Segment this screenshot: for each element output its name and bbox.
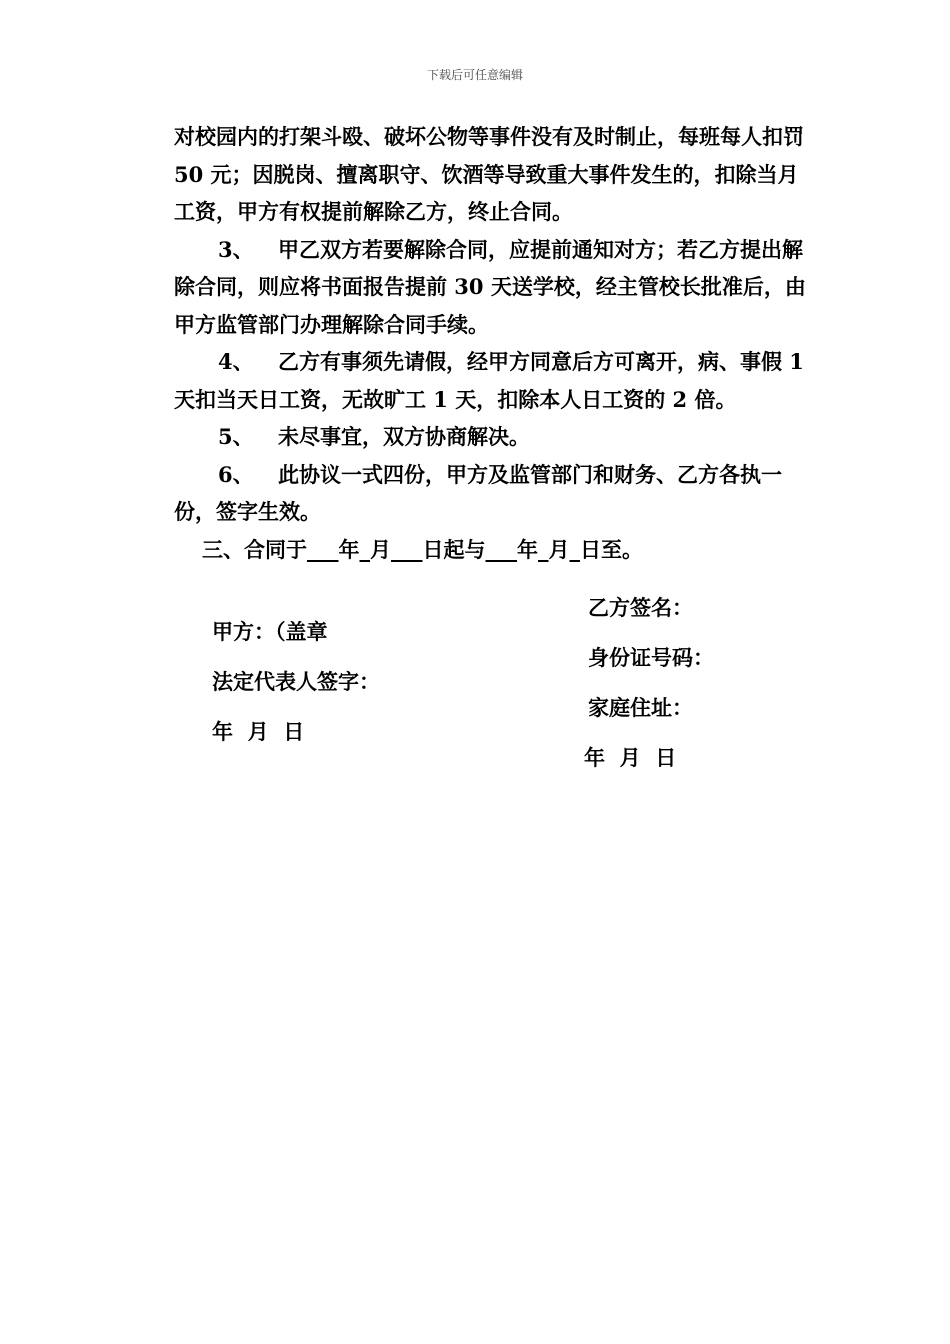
clause-text: 乙方有事须先请假，经甲方同意后方可离开，病、事假 1 天扣当天日工资，无故旷工 1 天，扣除本人日工资的 2 倍。: [174, 349, 804, 412]
clause-number: 6、: [218, 461, 254, 487]
contract-body: [174, 118, 814, 568]
party-b-date: 年 月 日: [584, 745, 677, 770]
party-b-address-label: 家庭住址：: [588, 695, 693, 720]
party-a-signature-block: [212, 612, 380, 762]
clause-text: 未尽事宜，双方协商解决。: [278, 424, 530, 449]
clause-3: [174, 231, 814, 344]
clause-number: 4、: [218, 349, 254, 374]
header-note: 下载后可任意编辑: [426, 68, 523, 82]
clause-4: [174, 343, 814, 418]
party-b-id-label: 身份证号码：: [588, 645, 714, 670]
clause-number: 3、: [218, 236, 254, 262]
party-a-date: 年 月 日: [212, 719, 305, 744]
party-a-seal-label: 甲方：（盖章: [212, 619, 328, 644]
intro-paragraph: 对校园内的打架斗殴、破坏公物等事件没有及时制止，每班每人扣罚 50 元；因脱岗、擅离职守、饮酒等导致重大事件发生的，扣除当月工资，甲方有权提前解除乙方，终止合同。: [174, 124, 804, 224]
party-a-representative-label: 法定代表人签字：: [212, 669, 380, 694]
clause-6: [174, 456, 814, 531]
clause-5: [174, 418, 814, 456]
clause-text: 甲乙双方若要解除合同，应提前通知对方；若乙方提出解除合同，则应将书面报告提前 30 天送学校，经主管校长批准后，由甲方监管部门办理解除合同手续。: [174, 236, 806, 337]
term-clause: 三、合同于___年_月___日起与___年_月_日至。: [202, 536, 643, 562]
clause-text: 此协议一式四份，甲方及监管部门和财务、乙方各执一份，签字生效。: [174, 461, 782, 524]
party-b-signature-label: 乙方签名：: [588, 595, 693, 620]
clause-number: 5、: [218, 424, 254, 449]
party-b-signature-block: [584, 588, 714, 788]
